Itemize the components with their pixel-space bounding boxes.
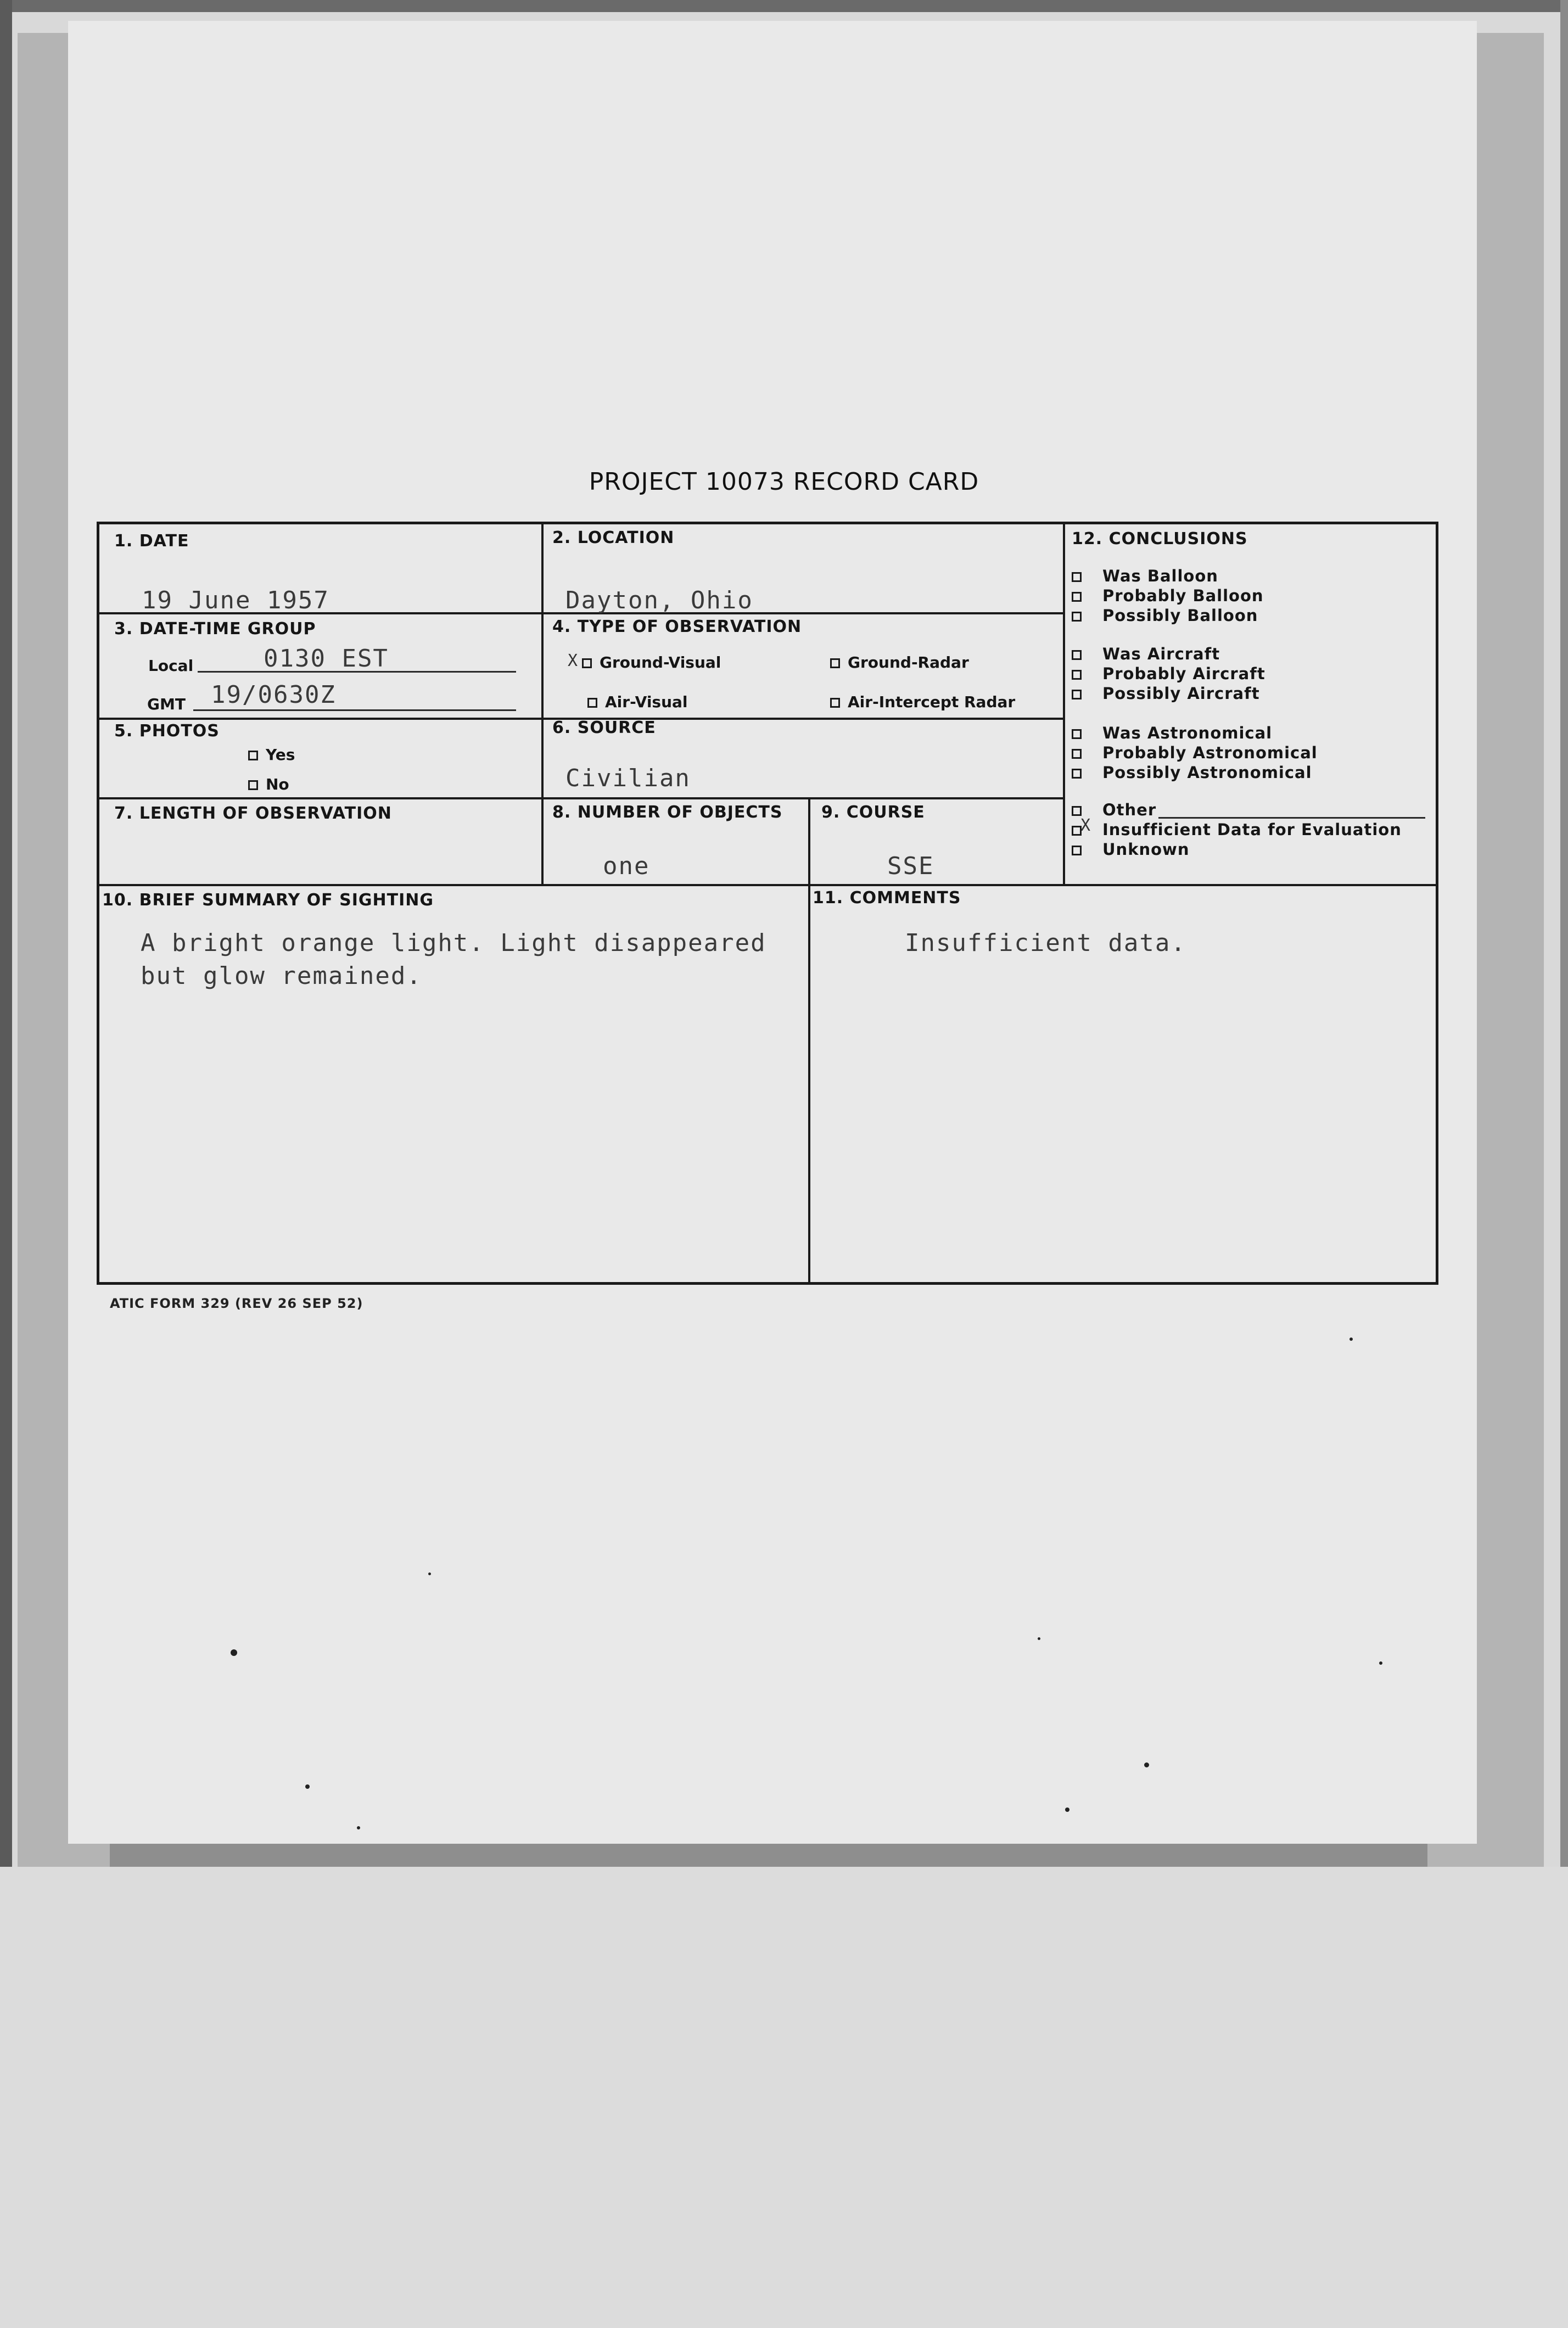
checkbox-icon: [1072, 650, 1082, 660]
checkbox-icon: [1072, 749, 1082, 759]
scan-speck: [231, 1649, 237, 1656]
scan-speck: [305, 1784, 310, 1789]
checkbox-icon: [1072, 769, 1082, 779]
checkbox-icon: [248, 751, 258, 760]
conclusion-item[interactable]: [1072, 763, 1312, 782]
photos-no-text: No: [266, 775, 289, 793]
local-label: Local: [148, 657, 194, 675]
photos-label: 5. PHOTOS: [114, 721, 220, 741]
conclusion-text: Insufficient Data for Evaluation: [1102, 820, 1402, 839]
air-intercept-option[interactable]: [830, 693, 1015, 711]
conclusion-text: Probably Astronomical: [1102, 743, 1318, 762]
conclusion-text: Was Aircraft: [1102, 645, 1220, 663]
conclusion-item[interactable]: [1072, 606, 1258, 625]
conclusion-item[interactable]: [1072, 684, 1260, 703]
comments-value: Insufficient data.: [905, 929, 1186, 957]
conclusion-text: Possibly Aircraft: [1102, 684, 1260, 703]
objects-value: one: [603, 852, 650, 880]
ground-visual-check-mark: X: [568, 651, 578, 670]
conclusion-text: Possibly Astronomical: [1102, 763, 1312, 782]
scan-speck: [1349, 1338, 1353, 1341]
conclusion-item-insufficient-data[interactable]: [1072, 820, 1402, 839]
conclusion-item[interactable]: [1072, 567, 1218, 585]
checkbox-icon: [1072, 572, 1082, 582]
checkbox-icon: [1072, 806, 1082, 816]
divider-row4: [99, 884, 1436, 886]
conclusion-item[interactable]: [1072, 724, 1272, 742]
scan-speck: [1144, 1762, 1149, 1767]
course-value: SSE: [887, 852, 934, 880]
checkbox-icon: [1072, 846, 1082, 855]
air-visual-option[interactable]: [587, 693, 688, 711]
scan-speck: [1065, 1807, 1069, 1812]
checkbox-icon: [1072, 592, 1082, 602]
course-label: 9. COURSE: [821, 803, 925, 822]
air-visual-text: Air-Visual: [605, 693, 688, 711]
gmt-value: 19/0630Z: [211, 681, 336, 709]
other-underline: [1158, 817, 1425, 819]
conclusion-text: Was Astronomical: [1102, 724, 1273, 742]
observation-type-label: 4. TYPE OF OBSERVATION: [552, 617, 802, 636]
scan-speck: [357, 1826, 360, 1829]
ground-visual-text: Ground-Visual: [600, 653, 721, 671]
checkbox-icon: [582, 658, 592, 668]
photos-yes-option[interactable]: [248, 746, 295, 764]
local-value: 0130 EST: [264, 645, 389, 673]
location-label: 2. LOCATION: [552, 528, 675, 547]
source-value: Civilian: [565, 764, 691, 792]
conclusion-text: Probably Aircraft: [1102, 664, 1265, 683]
lower-background: [0, 1867, 1568, 2328]
conclusion-item[interactable]: [1072, 645, 1220, 663]
divider-col1: [541, 524, 544, 884]
scan-speck: [1038, 1637, 1040, 1640]
conclusions-label: 12. CONCLUSIONS: [1072, 529, 1248, 549]
dtg-label: 3. DATE-TIME GROUP: [114, 619, 316, 639]
checkbox-icon: [1072, 690, 1082, 699]
photos-yes-text: Yes: [266, 746, 295, 764]
ground-radar-text: Ground-Radar: [848, 653, 969, 671]
date-value: 19 June 1957: [142, 586, 329, 614]
checkbox-icon: [1072, 826, 1082, 836]
conclusion-text: Other: [1102, 801, 1157, 819]
divider-row3: [99, 797, 1064, 799]
conclusion-item[interactable]: [1072, 586, 1264, 605]
source-label: 6. SOURCE: [552, 718, 656, 737]
checkbox-icon: [1072, 729, 1082, 739]
conclusion-text: Was Balloon: [1102, 567, 1218, 585]
location-value: Dayton, Ohio: [565, 586, 753, 614]
objects-label: 8. NUMBER OF OBJECTS: [552, 803, 783, 822]
conclusion-text: Possibly Balloon: [1102, 606, 1258, 625]
ground-visual-option[interactable]: [582, 653, 721, 671]
ground-radar-option[interactable]: [830, 653, 969, 671]
scan-speck: [428, 1572, 431, 1575]
frame-edge-top: [0, 0, 1568, 12]
summary-line2: but glow remained.: [141, 962, 422, 990]
conclusion-text: Unknown: [1102, 840, 1190, 859]
divider-col3: [808, 797, 810, 1282]
photos-no-option[interactable]: [248, 775, 289, 793]
conclusion-item[interactable]: [1072, 743, 1318, 762]
checkbox-icon: [1072, 670, 1082, 680]
checkbox-icon: [830, 698, 840, 708]
length-label: 7. LENGTH OF OBSERVATION: [114, 804, 392, 823]
gmt-label: GMT: [147, 695, 186, 713]
divider-col2: [1063, 524, 1065, 884]
insufficient-data-check-mark: X: [1080, 816, 1091, 835]
summary-label: 10. BRIEF SUMMARY OF SIGHTING: [102, 891, 434, 910]
date-label: 1. DATE: [114, 531, 189, 551]
form-id: ATIC FORM 329 (REV 26 SEP 52): [110, 1296, 363, 1311]
checkbox-icon: [587, 698, 597, 708]
checkbox-icon: [830, 658, 840, 668]
scan-speck: [1379, 1661, 1382, 1665]
summary-line1: A bright orange light. Light disappeared: [141, 929, 766, 957]
air-intercept-text: Air-Intercept Radar: [848, 693, 1016, 711]
checkbox-icon: [1072, 612, 1082, 622]
checkbox-icon: [248, 780, 258, 790]
gmt-underline: [193, 709, 516, 711]
conclusion-item[interactable]: [1072, 840, 1190, 859]
card-title: PROJECT 10073 RECORD CARD: [589, 468, 979, 496]
conclusion-text: Probably Balloon: [1102, 586, 1264, 605]
comments-label: 11. COMMENTS: [813, 888, 961, 908]
conclusion-item[interactable]: [1072, 664, 1265, 683]
